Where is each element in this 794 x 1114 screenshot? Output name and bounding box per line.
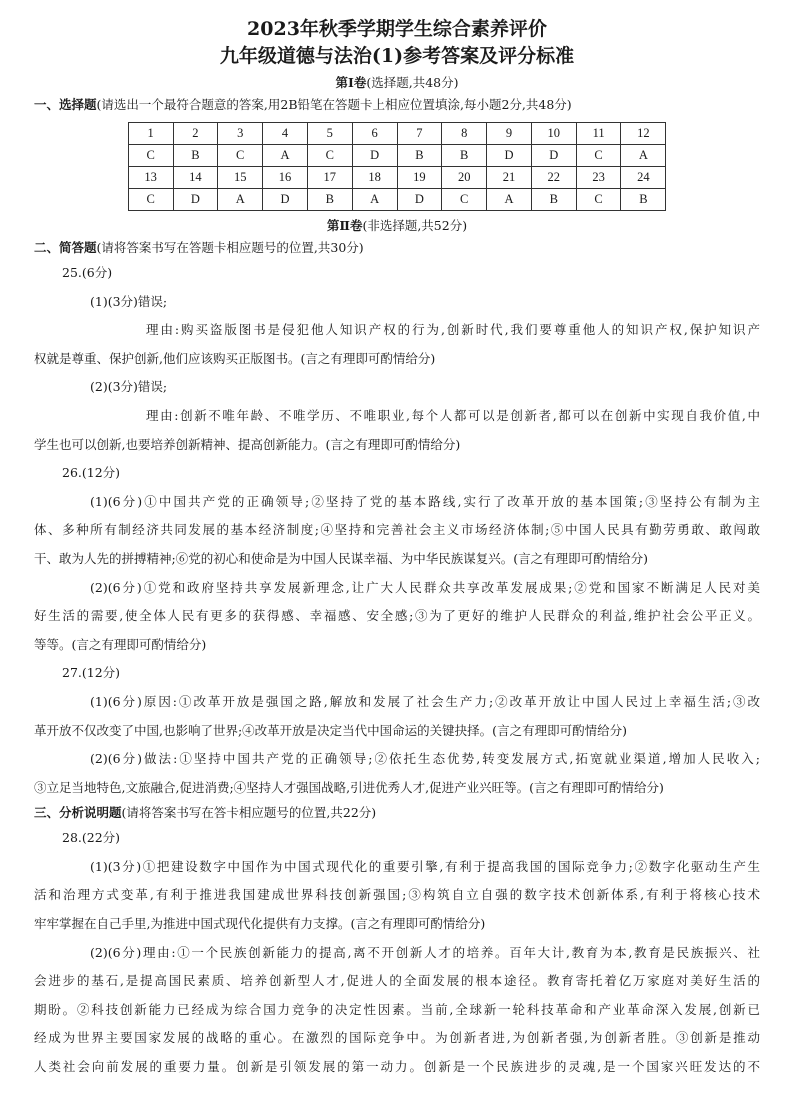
q28-part1-line1: (1)(3分)①把建设数字中国作为中国式现代化的重要引擎,有利于提高我国的国际竞争力;②数字化驱动生产生 [90, 858, 760, 874]
answer-table-cell: 8 [442, 123, 487, 145]
q28-part2-line4: 经成为世界主要国家发展的战略的重心。在激烈的国际竞争中。为创新者进,为创新者强,为创新者胜。③创新是推动 [34, 1030, 760, 1046]
q26-part2-line1: (2)(6分)①党和政府坚持共享发展新理念,让广大人民群众共享改革发展成果;②党和国家不断满足人民对美 [90, 579, 760, 595]
answer-table-row [128, 145, 666, 167]
answer-table-cell: D [531, 145, 576, 167]
answer-table-cell: 19 [397, 167, 442, 189]
answer-table-cell: C [576, 145, 621, 167]
answer-table-cell: C [128, 189, 173, 211]
q28-part1-line3: 牢牢掌握在自己手里,为推进中国式现代化提供有力支撑。(言之有理即可酌情给分) [34, 916, 486, 932]
answer-table-cell: 3 [218, 123, 263, 145]
q26-part1-line1: (1)(6分)①中国共产党的正确领导;②坚持了党的基本路线,实行了改革开放的基本国策;③坚持公有制为主 [90, 493, 760, 509]
part1-heading-note: (选择题,共48分) [366, 75, 459, 90]
answer-table-cell: D [352, 145, 397, 167]
section1-title: 一、选择题 [34, 97, 97, 112]
section2-title: 二、简答题 [34, 240, 97, 255]
q25-reason1-line2: 权就是尊重、保护创新,他们应该购买正版图书。(言之有理即可酌情给分) [34, 350, 436, 366]
part2-heading-label: 第Ⅱ卷 [326, 218, 363, 233]
section2-note: (请将答案书写在答题卡相应题号的位置,共30分) [96, 240, 364, 255]
q27-part2-line2: ③立足当地特色,文旅融合,促进消费;④坚持人才强国战略,引进优秀人才,促进产业兴旺等。(言之有理即可酌情给分) [34, 779, 664, 795]
q26-part2-line2: 好生活的需要,使全体人民有更多的获得感、幸福感、安全感;③为了更好的维护人民群众的利益,维护社会公平正义。 [34, 608, 760, 624]
question-27-header: 27.(12分) [62, 665, 121, 681]
answer-table-cell: 7 [397, 123, 442, 145]
answer-table-cell: C [218, 145, 263, 167]
answer-table-cell: 17 [307, 167, 352, 189]
section2-heading [34, 237, 760, 259]
answer-table-cell: 6 [352, 123, 397, 145]
answer-table-cell: B [173, 145, 218, 167]
answer-table-cell: D [263, 189, 308, 211]
q26-part1-line2: 体、多种所有制经济共同发展的基本经济制度;④坚持和完善社会主义市场经济体制;⑤中国人民具有勤劳勇敢、敢闯敢 [34, 522, 760, 538]
answer-table-cell: 15 [218, 167, 263, 189]
answer-table-cell: A [218, 189, 263, 211]
section3-title: 三、分析说明题 [34, 805, 122, 821]
q28-part2-line5: 人类社会向前发展的重要力量。创新是引领发展的第一动力。创新是一个民族进步的灵魂,是一个国家兴旺发达的不 [34, 1059, 760, 1075]
answer-table-cell: 18 [352, 167, 397, 189]
q25-reason2-line2: 学生也可以创新,也要培养创新精神、提高创新能力。(言之有理即可酌情给分) [34, 436, 461, 452]
part1-heading [34, 72, 760, 94]
answer-table-cell: A [352, 189, 397, 211]
answer-table-cell: A [263, 145, 308, 167]
answer-table-cell: B [307, 189, 352, 211]
answer-table-cell: C [307, 145, 352, 167]
q25-part2: (2)(3分)错误; [90, 379, 168, 395]
q27-part1-line1: (1)(6分)原因:①改革开放是强国之路,解放和发展了社会生产力;②改革开放让中国人民过上幸福生活;③改 [90, 693, 760, 709]
answer-table-cell: D [173, 189, 218, 211]
answer-table-cell: 21 [487, 167, 532, 189]
section3-note: (请将答案书写在答卡相应题号的位置,共22分) [121, 805, 377, 821]
section3-heading [34, 802, 760, 824]
answer-table-cell: 13 [128, 167, 173, 189]
answer-table-cell: B [397, 145, 442, 167]
question-25-header: 25.(6分) [62, 265, 113, 280]
answer-table-cell: D [397, 189, 442, 211]
answer-table-cell: 14 [173, 167, 218, 189]
section1-heading [34, 94, 760, 116]
answer-table-row [128, 167, 666, 189]
q26-part2-line3: 等等。(言之有理即可酌情给分) [34, 636, 207, 652]
answer-table-cell: B [621, 189, 666, 211]
q28-part1-line2: 活和治理方式变革,有利于推进我国建成世界科技创新强国;③构筑自立自强的数字技术创新体系,有利于将核心技术 [34, 887, 760, 903]
answer-table-cell: 11 [576, 123, 621, 145]
answer-table-cell: 23 [576, 167, 621, 189]
answer-table-row [128, 123, 666, 145]
answer-table-cell: 4 [263, 123, 308, 145]
page-subtitle: 九年级道德与法治(1)参考答案及评分标准 [219, 45, 575, 67]
q27-part2-line1: (2)(6分)做法:①坚持中国共产党的正确领导;②依托生态优势,转变发展方式,拓宽就业渠道,增加人民收入; [90, 751, 760, 767]
answer-table-cell: B [531, 189, 576, 211]
q28-part2-line3: 期盼。②科技创新能力已经成为综合国力竞争的决定性因素。当前,全球新一轮科技革命和产业革命深入发展,创新已 [34, 1001, 760, 1017]
q28-part2-line1: (2)(6分)理由:①一个民族创新能力的提高,离不开创新人才的培养。百年大计,教育为本,教育是民族振兴、社 [90, 944, 760, 960]
answer-table-cell: 2 [173, 123, 218, 145]
q25-part1: (1)(3分)错误; [90, 293, 168, 309]
answer-table-cell: B [442, 145, 487, 167]
answer-table-cell: D [487, 145, 532, 167]
page-title: 2023年秋季学期学生综合素养评价 [247, 18, 547, 40]
answer-table-cell: 20 [442, 167, 487, 189]
q25-reason1-line1: 理由:购买盗版图书是侵犯他人知识产权的行为,创新时代,我们要尊重他人的知识产权,保护知识产 [146, 322, 760, 338]
section1-note: (请选出一个最符合题意的答案,用2B铅笔在答题卡上相应位置填涂,每小题2分,共48分) [96, 97, 572, 112]
answer-table-cell: 12 [621, 123, 666, 145]
question-28-header: 28.(22分) [62, 830, 121, 846]
question-26-header: 26.(12分) [62, 465, 121, 481]
answer-table-cell: 9 [487, 123, 532, 145]
part2-heading [34, 215, 760, 237]
answer-table-cell: 16 [263, 167, 308, 189]
answer-table-cell: 24 [621, 167, 666, 189]
answer-table-cell: 10 [531, 123, 576, 145]
part2-heading-note: (非选择题,共52分) [362, 218, 468, 233]
answer-table-cell: C [576, 189, 621, 211]
q26-part1-line3: 干、敢为人先的拼搏精神;⑥党的初心和使命是为中国人民谋幸福、为中华民族谋复兴。(言之有理即可酌情给分) [34, 550, 648, 566]
q27-part1-line2: 革开放不仅改变了中国,也影响了世界;④改革开放是决定当代中国命运的关键抉择。(言之有理即可酌情给分) [34, 722, 627, 738]
answer-table-cell: A [487, 189, 532, 211]
answer-table-cell: C [128, 145, 173, 167]
part1-heading-label: 第Ⅰ卷 [335, 75, 367, 90]
answer-table-cell: C [442, 189, 487, 211]
answer-table-cell: A [621, 145, 666, 167]
answer-table-cell: 22 [531, 167, 576, 189]
answer-key-table [128, 122, 667, 211]
answer-table-cell: 1 [128, 123, 173, 145]
q25-reason2-line1: 理由:创新不唯年龄、不唯学历、不唯职业,每个人都可以是创新者,都可以在创新中实现自我价值,中 [146, 407, 760, 423]
answer-table-cell: 5 [307, 123, 352, 145]
answer-table-row [128, 189, 666, 211]
q28-part2-line2: 会进步的基石,是提高国民素质、培养创新型人才,促进人的全面发展的根本途径。教育寄托着亿万家庭对美好生活的 [34, 973, 760, 989]
